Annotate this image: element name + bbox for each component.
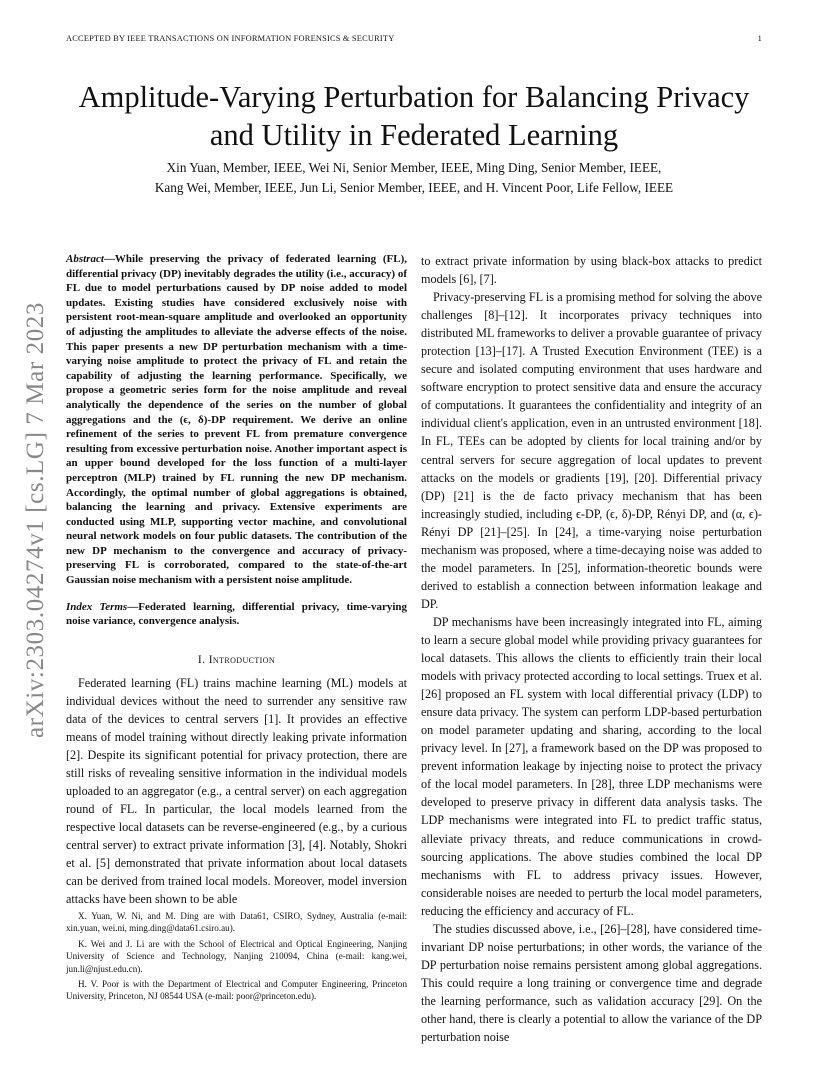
body-paragraph: to extract private information by using black-box attacks to predict models [6], [7]. — [421, 254, 762, 287]
footnote: X. Yuan, W. Ni, and M. Ding are with Data61, CSIRO, Sydney, Australia (e-mail: xin.yuan, wei.ni, ming.ding@data61.csiro.au). — [66, 911, 407, 934]
running-header — [66, 34, 762, 43]
index-terms-text: —Federated learning, differential privacy, time-varying noise variance, convergence analysis. — [66, 600, 407, 628]
section-number: I. — [197, 653, 209, 666]
journal-name: ACCEPTED BY IEEE TRANSACTIONS ON INFORMATION FORENSICS & SECURITY — [66, 34, 395, 43]
intro-paragraph: Federated learning (FL) trains machine learning (ML) models at individual devices without the need to surrender any sensitive raw data of the devices to central servers [1]. It provides an effective means of model training without directly leaking private information [2]. Despite its significant potential for privacy protection, there are still risks of revealing sensitive information in the individual models uploaded to an aggregator (e.g., a central server) on each aggregation round of FL. In particular, the local models learned from the respective local datasets can be reverse-engineered (e.g., by a curious central server) to extract private information [3], [4]. Notably, Shokri et al. [5] demonstrated that private information about local datasets can be derived from trained local models. Moreover, model inversion attacks have been shown to be able — [66, 675, 407, 906]
index-terms — [66, 600, 407, 629]
body-paragraph: Privacy-preserving FL is a promising method for solving the above challenges [8]–[12]. It incorporates privacy techniques into distributed ML frameworks to deliver a provable guarantee of privacy protection [13]–[17]. A Trusted Execution Environment (TEE) is a secure and isolated computing environment that uses hardware and software encryption to protect sensitive data and ensure the accuracy of computations. It guarantees the confidentiality and integrity of an individual client's application, even in an untrusted environment [18]. In FL, TEEs can be adopted by clients for local training and/or by central servers for secure aggregation of local updates to prevent attacks on the models or gradients [19], [20]. Differential privacy (DP) [21] is the de facto privacy mechanism that has been increasingly studied, including ϵ-DP, (ϵ, δ)-DP, Rényi DP, and (α, ϵ)-Rényi DP [21]–[25]. In [24], a time-varying noise perturbation mechanism was proposed, where a time-decaying noise was added to the model parameters. In [25], information-theoretic bounds were derived to establish a connection between information leakage and DP. — [421, 290, 763, 611]
left-column — [66, 252, 407, 908]
page-number: 1 — [757, 34, 762, 43]
author-line-1: Xin Yuan, Member, IEEE, Wei Ni, Senior Member, IEEE, Ming Ding, Senior Member, IEEE, — [166, 160, 662, 175]
abstract-label: Abstract — [66, 253, 104, 265]
body-paragraph: The studies discussed above, i.e., [26]–[28], have considered time-invariant DP noise perturbations; in other words, the variance of the DP perturbation noise remains persistent among global aggregations. This could require a long training or convergence time and degrade the learning performance, such as validation accuracy [29]. On the other hand, there is clearly a potential to allow the variance of the DP perturbation noise — [421, 921, 762, 1045]
index-terms-label: Index Terms — [66, 600, 128, 613]
right-column — [421, 252, 762, 1046]
abstract — [66, 252, 407, 588]
author-list — [70, 158, 758, 198]
author-line-2: Kang Wei, Member, IEEE, Jun Li, Senior Member, IEEE, and H. Vincent Poor, Life Fellow, IEEE — [154, 180, 674, 195]
footnote: H. V. Poor is with the Department of Electrical and Computer Engineering, Princeton University, Princeton, NJ 08544 USA (e-mail: poor@princeton.edu). — [66, 979, 407, 1002]
arxiv-stamp: arXiv:2303.04274v1 [cs.LG] 7 Mar 2023 — [22, 301, 49, 739]
abstract-text: —While preserving the privacy of federated learning (FL), differential privacy (DP) inevitably degrades the utility (i.e., accuracy) of FL due to model perturbations caused by DP noise added to model updates. Existing studies have considered exclusively noise with persistent root-mean-square amplitude and overlooked an opportunity of adjusting the amplitudes to alleviate the adverse effects of the noise. This paper presents a new DP perturbation mechanism with a time-varying noise amplitude to protect the privacy of FL and retain the capability of adjusting the learning performance. Specifically, we propose a geometric series form for the noise amplitude and reveal analytically the dependence of the series on the number of global aggregations and the (ϵ, δ)-DP requirement. We derive an online refinement of the series to prevent FL from premature convergence resulting from excessive perturbation noise. Another important aspect is an upper bound developed for the loss function of a multi-layer perceptron (MLP) trained by FL running the new DP mechanism. Accordingly, the optimal number of global aggregations is obtained, balancing the learning and privacy. Extensive experiments are conducted using MLP, supporting vector machine, and convolutional neural network models on four public datasets. The contribution of the new DP mechanism to the convergence and accuracy of privacy-preserving FL is corroborated, compared to the state-of-the-art Gaussian noise mechanism with a persistent noise amplitude. — [66, 253, 407, 587]
arxiv-stamp-container — [16, 290, 56, 750]
footnote: K. Wei and J. Li are with the School of Electrical and Optical Engineering, Nanjing University of Science and Technology, Nanjing 210094, China (e-mail: kang.wei, jun.li@njust.edu.cn). — [66, 938, 407, 974]
paper-title: Amplitude-Varying Perturbation for Balancing Privacy and Utility in Federated Learning — [78, 80, 750, 152]
section-title: Introduction — [208, 653, 276, 666]
footnotes — [66, 910, 407, 1006]
body-paragraph: DP mechanisms have been increasingly integrated into FL, aiming to learn a secure global model while providing privacy guarantees for local datasets. This allows the clients to efficiently train their local models with privacy protected according to local settings. Truex et al. [26] proposed an FL system with local differential privacy (LDP) to ensure data privacy. The system can perform LDP-based perturbation on model parameter updating and sharing, according to the local privacy level. In [27], a framework based on the DP was proposed to prevent information leakage by injecting noise to protect the privacy of the local model parameters. In [28], three LDP mechanisms were developed to preserve privacy in different data analysis tasks. The LDP mechanisms were integrated into FL to predict traffic status, alleviate privacy threats, and reduce communications in crowd-sourcing applications. The above studies combined the local DP mechanisms with FL to address privacy issues. However, considerable noises are needed to perturb the local model parameters, reducing the efficiency and accuracy of FL. — [421, 614, 762, 918]
section-heading — [66, 654, 407, 666]
